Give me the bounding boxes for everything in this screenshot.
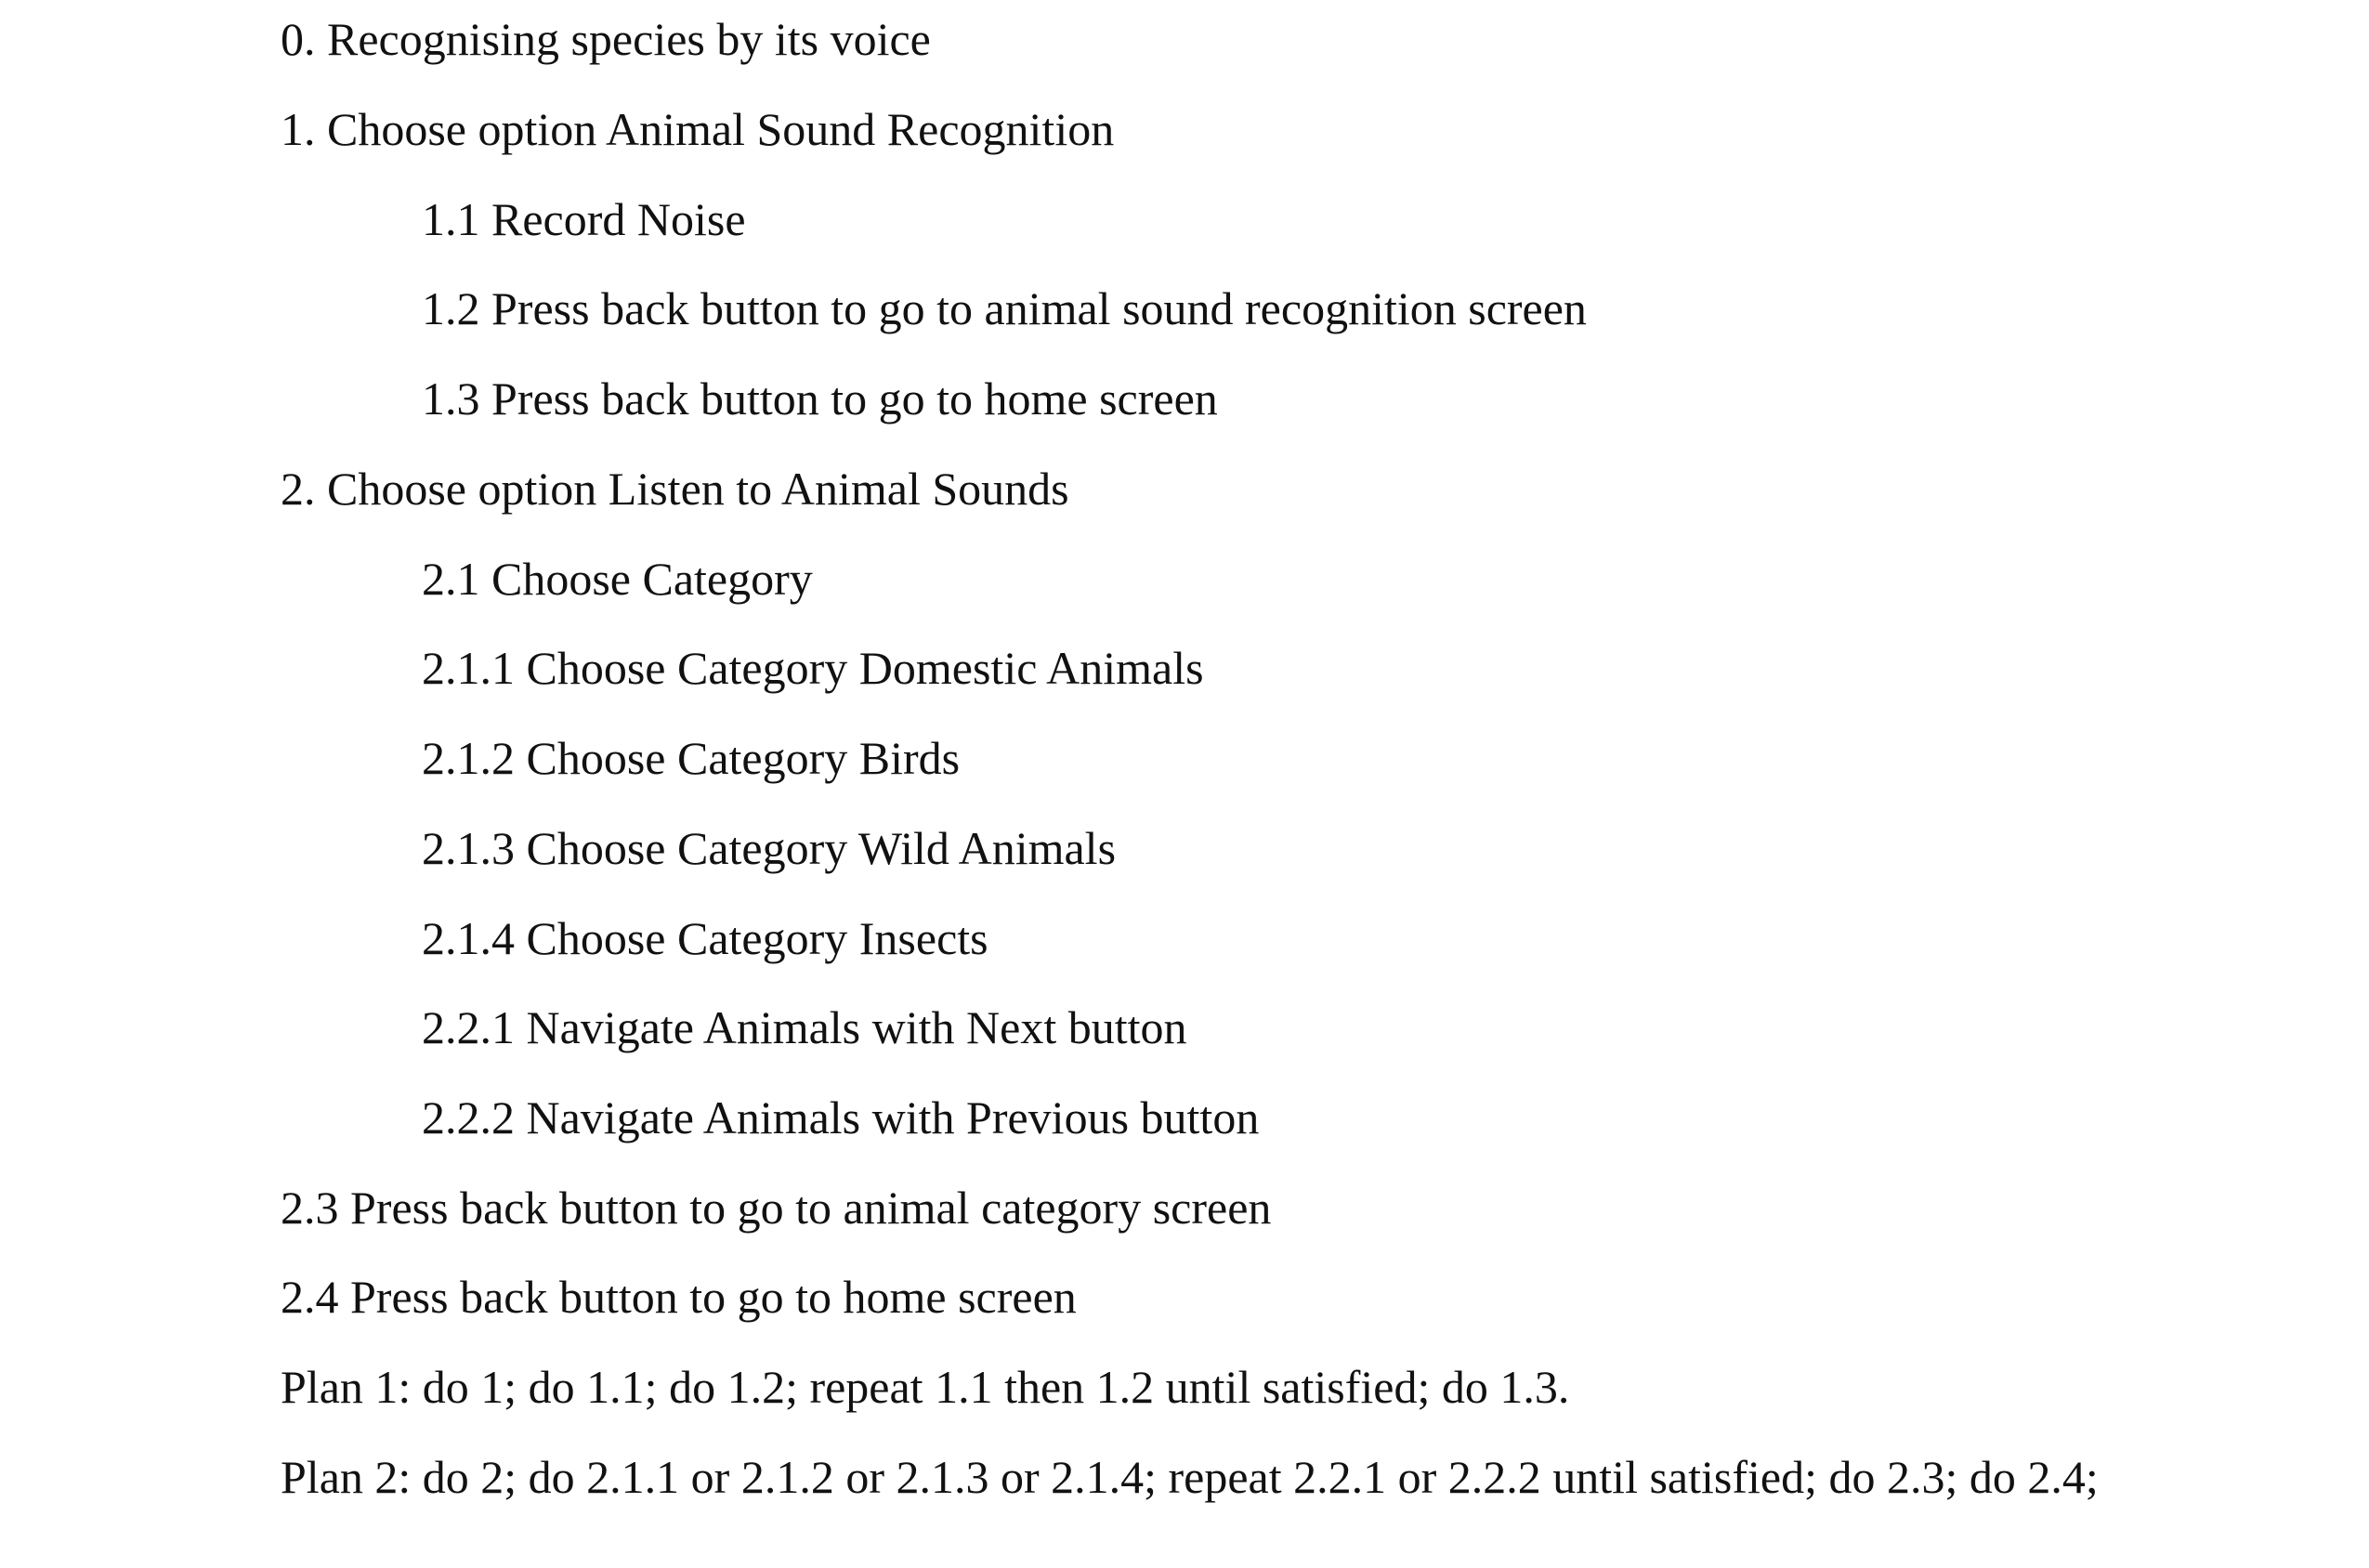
plan-2: Plan 2: do 2; do 2.1.1 or 2.1.2 or 2.1.3 or 2.1.4; repeat 2.2.1 or 2.2.2 until satisfied; do 2.3; do 2.4; <box>281 1451 2099 1503</box>
task-1-step: 1.3 Press back button to go to home screen <box>422 372 1218 425</box>
task-2-step: 2.1 Choose Category <box>422 553 813 605</box>
task-1-title: 1. Choose option Animal Sound Recognition <box>281 103 1115 155</box>
document-heading: 0. Recognising species by its voice <box>281 13 931 65</box>
task-1-step: 1.2 Press back button to go to animal sound recognition screen <box>422 282 1587 334</box>
task-2-after-step: 2.3 Press back button to go to animal category screen <box>281 1182 1272 1234</box>
task-2-step: 2.1.4 Choose Category Insects <box>422 912 988 964</box>
task-2-step: 2.2.2 Navigate Animals with Previous button <box>422 1091 1260 1143</box>
task-2-step: 2.2.1 Navigate Animals with Next button <box>422 1001 1187 1053</box>
plan-1: Plan 1: do 1; do 1.1; do 1.2; repeat 1.1 then 1.2 until satisfied; do 1.3. <box>281 1361 1570 1413</box>
task-1-step: 1.1 Record Noise <box>422 193 746 245</box>
task-2-step: 2.1.3 Choose Category Wild Animals <box>422 822 1117 874</box>
task-2-title: 2. Choose option Listen to Animal Sounds <box>281 463 1069 515</box>
task-2-step: 2.1.2 Choose Category Birds <box>422 732 961 784</box>
task-2-step: 2.1.1 Choose Category Domestic Animals <box>422 642 1204 694</box>
task-2-after-step: 2.4 Press back button to go to home screen <box>281 1271 1077 1323</box>
